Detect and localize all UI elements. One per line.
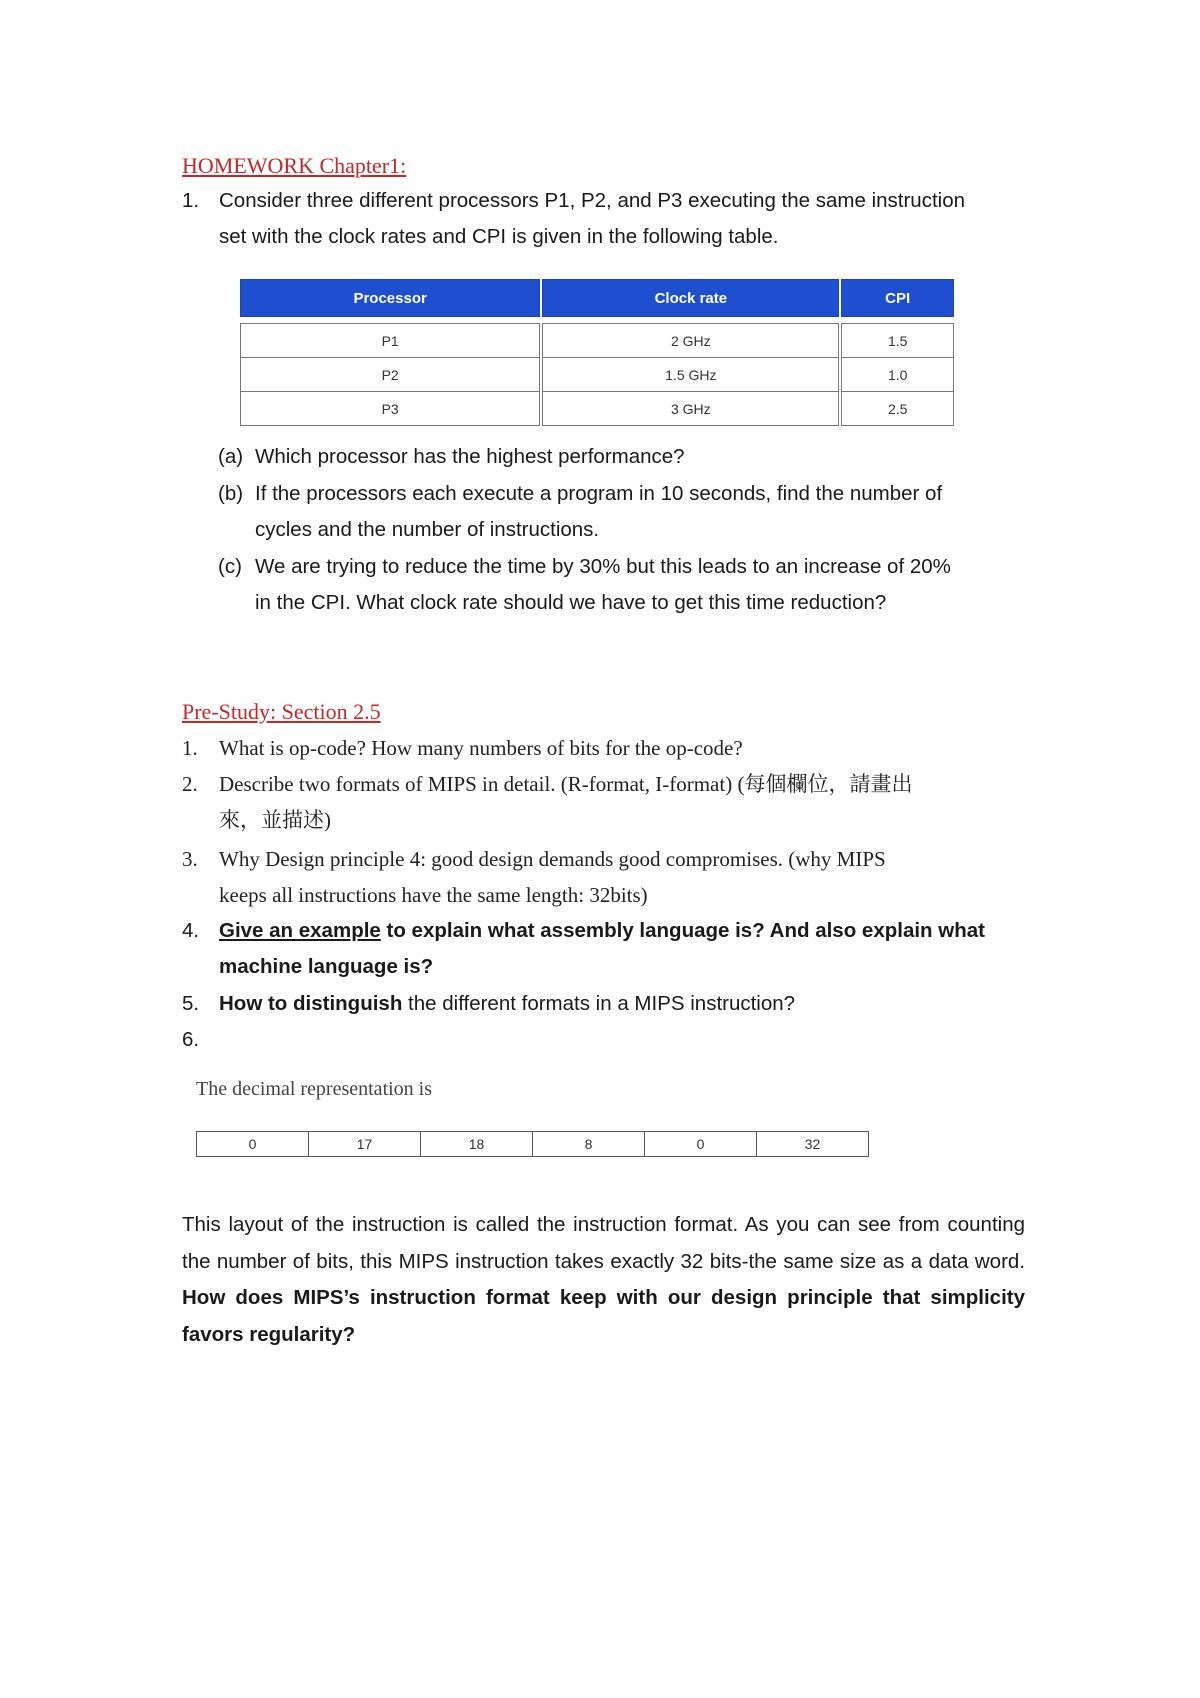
table-cell: 2 GHz: [542, 323, 839, 358]
question-1: [182, 183, 1025, 255]
table-row: [240, 358, 954, 392]
subquestion-c-line-1: We are trying to reduce the time by 30% but this leads to an increase of 20%: [255, 555, 951, 578]
processor-table: [238, 279, 956, 426]
field-value: 8: [533, 1132, 645, 1156]
prestudy-item-3: [182, 841, 1025, 913]
paragraph-text: This layout of the instruction is called the instruction format. As you can see from counting the number of bits, this MIPS instruction takes exactly 32 bits-the same size as a data word.: [182, 1213, 1025, 1273]
prestudy-item-4-line-2: machine language is?: [219, 955, 434, 978]
subquestion-b-line-1: If the processors each execute a program in 10 seconds, find the number of: [255, 482, 943, 505]
prestudy-item-5-number: 5.: [182, 992, 200, 1015]
prestudy-item-5-emphasis: How to distinguish: [219, 992, 403, 1015]
prestudy-item-4-emphasis: Give an example: [219, 919, 381, 942]
subquestion-b: [218, 476, 1025, 548]
subquestion-a-label: (a): [218, 445, 244, 468]
prestudy-item-4-number: 4.: [182, 919, 200, 942]
table-cell: 1.5: [841, 323, 954, 358]
prestudy-item-5-text: the different formats in a MIPS instruction?: [402, 992, 796, 1015]
prestudy-item-1-number: 1.: [182, 736, 198, 760]
prestudy-item-2-number: 2.: [182, 772, 198, 796]
subquestion-a-text: Which processor has the highest performance?: [255, 445, 685, 468]
table-cell: 1.0: [841, 358, 954, 392]
question-1-line-2: set with the clock rates and CPI is given in the following table.: [219, 225, 779, 248]
prestudy-item-2-line-2: 來，並描述): [219, 808, 331, 832]
field-value: 0: [645, 1132, 757, 1156]
table-header-clock-rate: Clock rate: [542, 279, 839, 317]
table-cell: P2: [240, 358, 540, 392]
subquestion-b-line-2: cycles and the number of instructions.: [255, 518, 600, 541]
instruction-format-paragraph: [182, 1207, 1025, 1353]
prestudy-item-6-number: 6.: [182, 1028, 200, 1051]
subquestion-b-label: (b): [218, 482, 244, 505]
field-value: 0: [197, 1132, 309, 1156]
subquestion-c-line-2: in the CPI. What clock rate should we have to get this time reduction?: [255, 591, 887, 614]
prestudy-item-5: [182, 986, 1025, 1022]
table-cell: 1.5 GHz: [542, 358, 839, 392]
prestudy-item-1-text: What is op-code? How many numbers of bits for the op-code?: [219, 736, 743, 760]
table-row: [240, 323, 954, 358]
decimal-representation-label: The decimal representation is: [196, 1078, 433, 1100]
table-header-processor: Processor: [240, 279, 540, 317]
paragraph-question: How does MIPS’s instruction format keep with our design principle that simplicity favors regularity?: [182, 1286, 1025, 1346]
table-row: [240, 392, 954, 426]
field-value: 32: [804, 1136, 821, 1152]
prestudy-item-3-number: 3.: [182, 847, 198, 871]
prestudy-item-2-line-1: Describe two formats of MIPS in detail. (R-format, I-format) (每個欄位，請畫出: [219, 772, 913, 796]
prestudy-item-3-line-1: Why Design principle 4: good design demands good compromises. (why MIPS: [219, 847, 886, 871]
instruction-fields: [196, 1131, 869, 1157]
table-header-cpi: CPI: [841, 279, 954, 317]
prestudy-item-4: [182, 913, 1025, 985]
prestudy-heading: Pre-Study: Section 2.5: [182, 699, 381, 724]
table-cell: 3 GHz: [542, 392, 839, 426]
table-cell: P3: [240, 392, 540, 426]
field-value: 18: [421, 1132, 533, 1156]
field-value: 17: [309, 1132, 421, 1156]
prestudy-item-4-line-1: to explain what assembly language is? And also explain what: [380, 919, 985, 942]
table-cell: P1: [240, 323, 540, 358]
homework-heading: HOMEWORK Chapter1:: [182, 153, 407, 178]
prestudy-item-2: [182, 766, 1025, 838]
subquestion-c-label: (c): [218, 555, 242, 578]
table-cell: 2.5: [841, 392, 954, 426]
prestudy-item-3-line-2: keeps all instructions have the same length: 32bits): [219, 883, 648, 907]
question-1-line-1: Consider three different processors P1, P2, and P3 executing the same instruction: [219, 189, 966, 212]
prestudy-item-1: [182, 730, 1025, 766]
question-1-number: 1.: [182, 189, 200, 212]
subquestion-c: [218, 549, 1025, 621]
subquestion-a: [218, 439, 1025, 475]
